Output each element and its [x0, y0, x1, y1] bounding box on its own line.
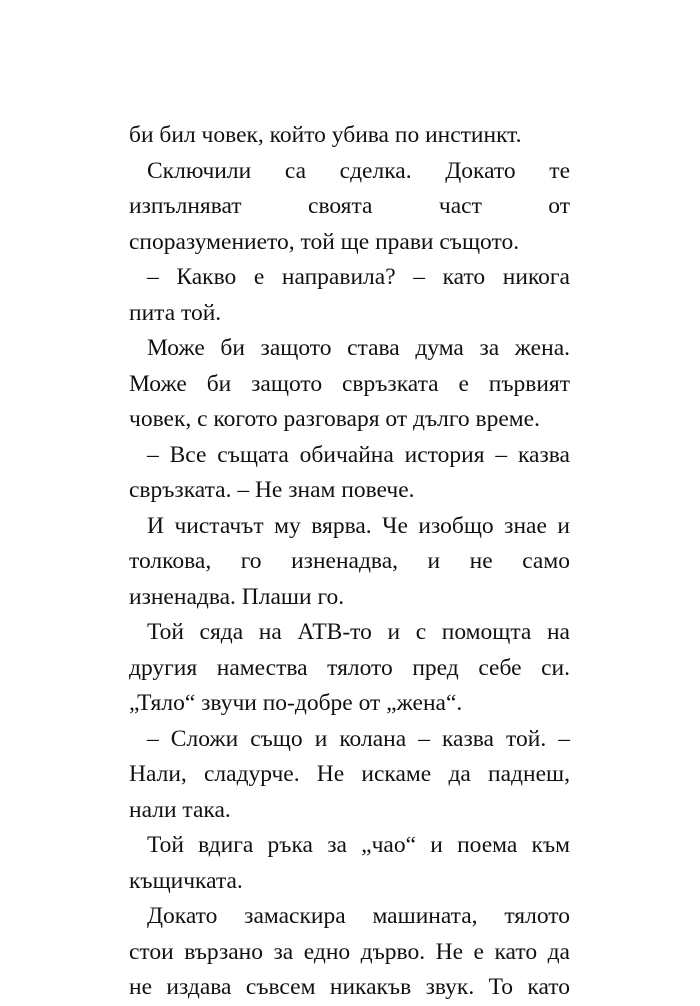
text-line: къщичката.	[129, 867, 243, 894]
text-line: Нали, сладурче. Не искаме да паднеш,	[129, 761, 570, 787]
body-text	[129, 118, 570, 1006]
text-line: Той вдига ръка за „чао“ и поема към	[147, 832, 570, 858]
text-line: Може би защото става дума за жена.	[147, 335, 570, 361]
text-line: – Все същата обичайна история – казва	[147, 441, 570, 468]
text-line: И чистачът му вярва. Че изобщо знае и	[147, 512, 570, 539]
text-line: Сключили са сделка. Докато те	[147, 157, 570, 184]
text-line: би бил човек, който убива по инстинкт.	[129, 122, 522, 148]
text-line: толкова, го изненадва, и не само	[129, 548, 570, 574]
text-line: свръзката. – Не знам повече.	[129, 477, 415, 503]
text-line: стои вързано за едно дърво. Не е като да	[129, 938, 570, 965]
text-line: „Тяло“ звучи по-добре от „жена“.	[129, 690, 463, 716]
text-line: изненадва. Плаши го.	[129, 583, 345, 610]
text-line: споразумението, той ще прави същото.	[129, 228, 520, 255]
text-line: не издава съвсем никакъв звук. То като	[129, 974, 570, 1000]
text-line: Той сяда на АТВ-то и с помощта на	[147, 619, 570, 645]
text-line: – Какво е направила? – като никога	[147, 264, 570, 290]
text-line: Докато замаскира машината, тялото	[147, 903, 570, 929]
text-line: изпълняват своята част от	[129, 193, 570, 219]
text-line: другия намества тялото пред себе си.	[129, 654, 570, 681]
text-line: Може би защото свръзката е първият	[129, 370, 570, 397]
text-line: – Сложи също и колана – казва той. –	[147, 725, 570, 752]
text-line: нали така.	[129, 796, 231, 823]
text-line: човек, с когото разговаря от дълго време.	[129, 406, 540, 432]
text-line: пита той.	[129, 299, 222, 326]
